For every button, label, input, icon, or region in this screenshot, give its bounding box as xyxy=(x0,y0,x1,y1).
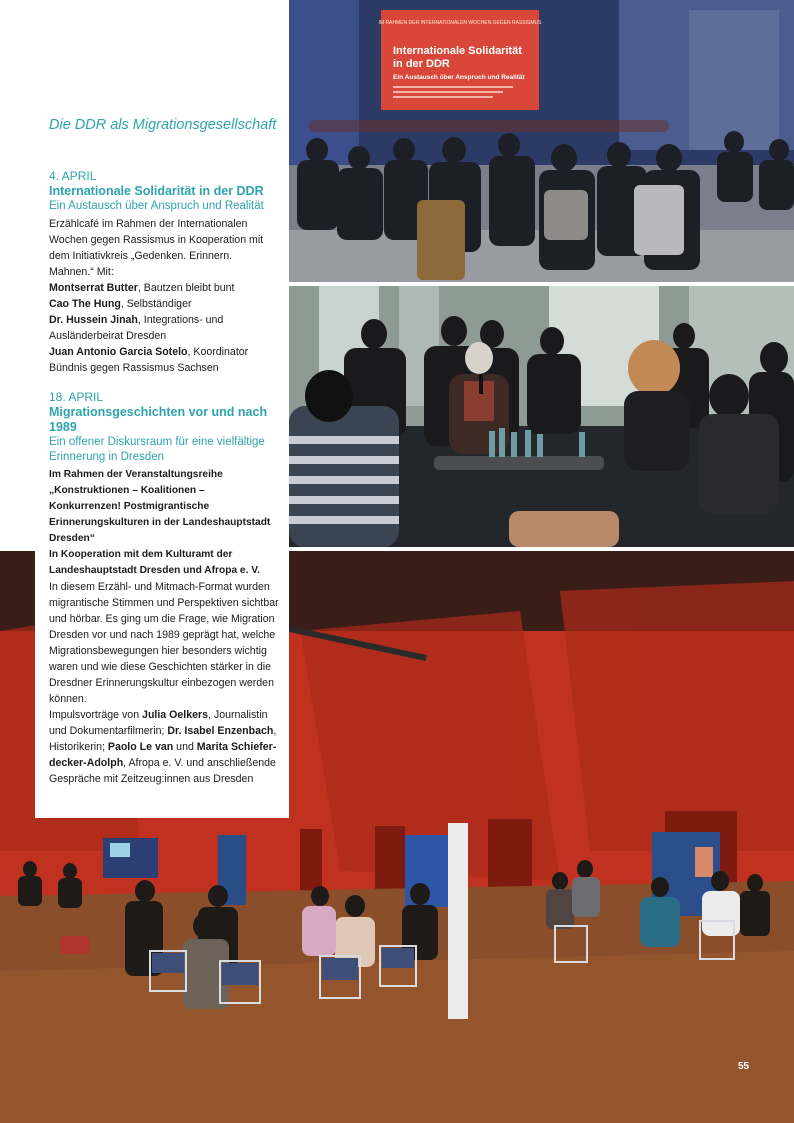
event-cooperation xyxy=(49,547,279,579)
talk-person: Dr. Isabel Enzenbach xyxy=(167,725,274,737)
projection-screen xyxy=(379,10,543,110)
section-title: Die DDR als Migrationsgesellschaft xyxy=(49,117,277,133)
photo-speaker-panel xyxy=(289,286,794,547)
slide-title-line2: in der DDR xyxy=(393,58,450,70)
speaker-name: Montserrat Butter xyxy=(49,282,138,294)
event-title: Migrationsgeschichten vor und nach 1989 xyxy=(49,405,268,434)
talk-person: Marita Schieferdecker-Adolph xyxy=(49,741,277,769)
speaker-line xyxy=(49,296,279,312)
slide-subtitle: Ein Austausch über Anspruch und Realität xyxy=(393,74,525,81)
speaker-name: Juan Antonio Garcia Sotelo xyxy=(49,346,188,358)
talk-person: Paolo Le van xyxy=(107,741,174,753)
photo-erzaehlcafe-audience xyxy=(289,0,794,282)
event-date: 18. APRIL xyxy=(49,390,104,404)
speaker-role: , Selbständiger xyxy=(120,298,192,310)
speaker-role: , Integrations- und Ausländerbeirat Dresden xyxy=(49,314,224,342)
event-date: 4. APRIL xyxy=(49,169,97,183)
text-panel xyxy=(35,0,289,818)
event-cooperation-text: In Kooperation mit dem Kulturamt der Landeshauptstadt Dresden und Afropa e. V. xyxy=(49,549,260,576)
talk-role: und xyxy=(173,741,197,753)
event-subtitle: Ein Austausch über Anspruch und Realität xyxy=(49,200,264,212)
event-description: In diesem Erzähl- und Mitmach-Format wurden migrantische Stimmen und Perspektiven sichtbar und hörbar. Es ging um die Frage, wie Migration Dresden vor und nach 1989 geprägt hat, welche Migrationsbewegungen hier besonders wichtig waren und wie diese Geschichten stärker in die Dresdner Erinnerungskultur einbezogen werden können. xyxy=(49,581,279,705)
event-series xyxy=(49,467,279,547)
event-april-18 xyxy=(49,390,279,787)
speaker-role: , Bautzen bleibt bunt xyxy=(137,282,235,294)
event-intro: Erzählcafé im Rahmen der Internationalen Wochen gegen Rassismus in Kooperation mit dem Initiativkreis „Gedenken. Erinnern. Mahnen.“ Mit: xyxy=(49,218,264,278)
talks-prefix: Impulsvorträge von xyxy=(49,709,143,721)
event-subtitle: Ein offener Diskursraum für eine vielfältige Erinnerung in Dresden xyxy=(49,436,265,463)
speaker-role: , Koordinator Bündnis gegen Rassismus Sachsen xyxy=(49,346,249,374)
speaker-line xyxy=(49,280,279,296)
event-title: Internationale Solidarität in der DDR xyxy=(49,184,264,198)
speaker-line xyxy=(49,312,279,344)
talk-person: Julia Oelkers xyxy=(142,709,209,721)
talk-role: , Historikerin; xyxy=(49,725,277,753)
talk-role: , Afropa e. V. und anschließende Gespräche mit Zeitzeug:innen aus Dresden xyxy=(49,757,276,785)
event-series-text: Im Rahmen der Veranstaltungsreihe „Konstruktionen – Koalitionen – Konkurrenzen! Postmigrantische Erinnerungskulturen in der Landeshauptstadt Dresden“ xyxy=(49,469,271,544)
speaker-line xyxy=(49,344,279,376)
event-talks xyxy=(49,707,279,787)
page-number: 55 xyxy=(738,1061,750,1072)
slide-title-line1: Internationale Solidarität xyxy=(393,45,522,57)
talk-role: , Journalistin und Dokumentarfilmerin; xyxy=(49,709,268,737)
speaker-name: Cao The Hung xyxy=(49,298,121,310)
speaker-name: Dr. Hussein Jinah xyxy=(49,314,138,326)
event-april-4 xyxy=(49,169,279,376)
slide-header: IM RAHMEN DER INTERNATIONALEN WOCHEN GEGEN RASSISMUS xyxy=(378,20,542,26)
